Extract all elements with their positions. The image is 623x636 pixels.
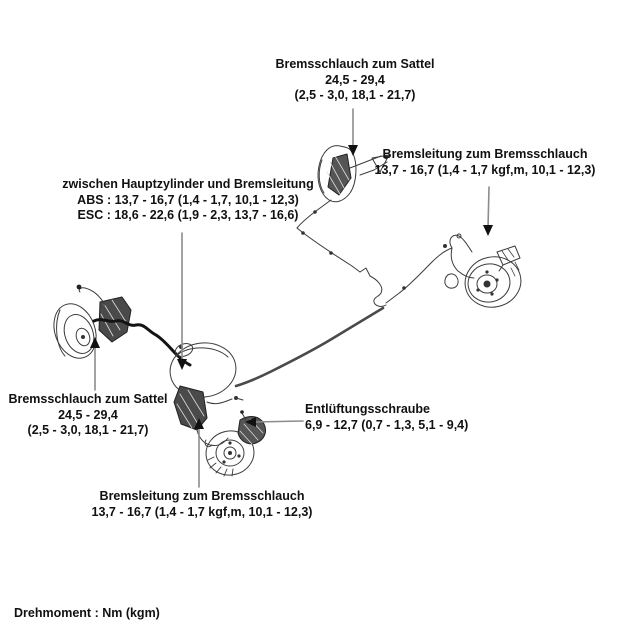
front-caliper-left-drawing: [47, 285, 190, 365]
callout-line: Bremsleitung zum Bremsschlauch: [99, 489, 305, 503]
callout-bleed-screw: [305, 402, 468, 433]
arrowhead-down-icon: [483, 225, 493, 236]
callout-line: 24,5 - 29,4: [58, 407, 118, 422]
callout-master-cylinder-to-pipe: [62, 177, 313, 224]
callout-line: (2,5 - 3,0, 18,1 - 21,7): [27, 423, 149, 437]
callout-line: 13,7 - 16,7 (1,4 - 1,7 kgf,m, 10,1 - 12,3): [91, 504, 313, 519]
callout-line: Entlüftungsschraube: [305, 402, 431, 416]
callout-pipe-to-hose-right: [375, 147, 596, 178]
callout-line: ABS : 13,7 - 16,7 (1,4 - 1,7, 10,1 - 12,3): [77, 192, 299, 207]
callout-line: Bremsschlauch zum Sattel: [8, 392, 168, 406]
arrowhead-down-icon: [177, 359, 187, 370]
callout-line: (2,5 - 3,0, 18,1 - 21,7): [294, 88, 416, 102]
callout-left-hose-to-caliper: [8, 392, 167, 439]
callout-line: Bremsschlauch zum Sattel: [275, 57, 435, 71]
callout-line: zwischen Hauptzylinder und Bremsleitung: [62, 177, 314, 191]
callout-line: ESC : 18,6 - 22,6 (1,9 - 2,3, 13,7 - 16,6): [77, 208, 299, 222]
torque-unit-note: Drehmoment : Nm (kgm): [14, 606, 160, 620]
brake-pipes-drawing: [236, 228, 452, 386]
callout-line: 6,9 - 12,7 (0,7 - 1,3, 5,1 - 9,4): [305, 417, 469, 432]
callout-line: 24,5 - 29,4: [325, 72, 385, 87]
arrowhead-up-icon: [90, 337, 100, 348]
callout-front-hose-to-caliper: [275, 57, 434, 104]
callout-line: 13,7 - 16,7 (1,4 - 1,7 kgf,m, 10,1 - 12,3): [374, 162, 596, 177]
callout-pipe-to-hose-bottom: [92, 489, 313, 520]
arrowhead-down-icon: [348, 145, 358, 156]
rear-drum-drawing: [443, 234, 526, 312]
callout-line: Bremsleitung zum Bremsschlauch: [382, 147, 588, 161]
